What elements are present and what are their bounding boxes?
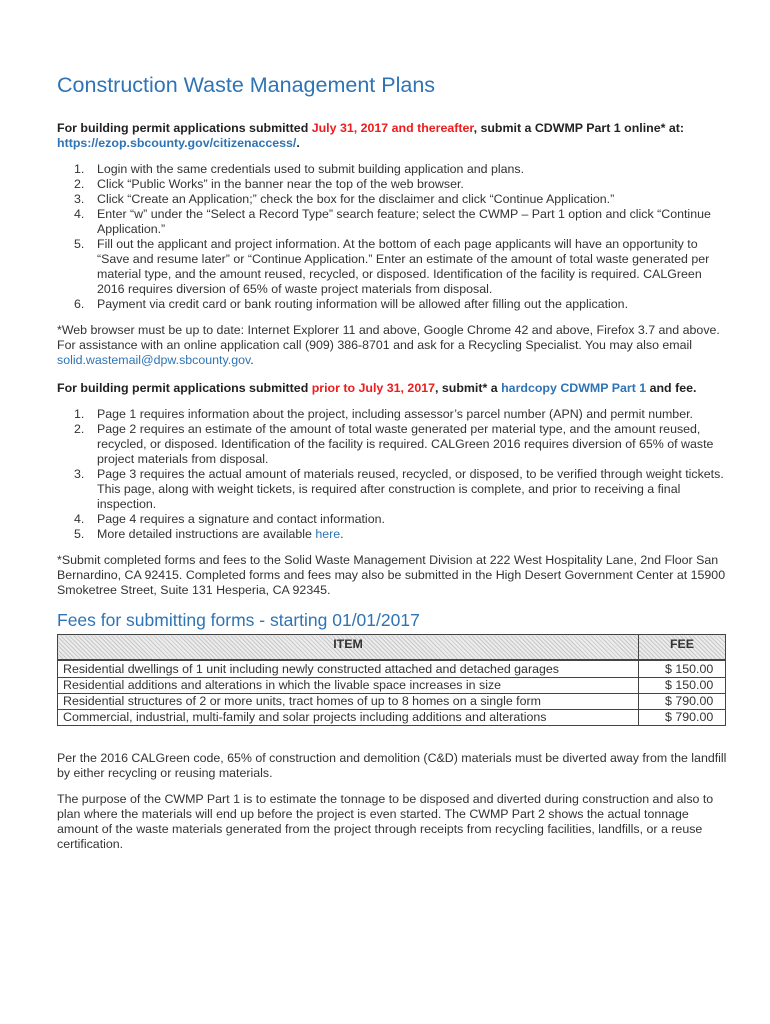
document-body [57, 121, 727, 852]
calgreen-paragraph: Per the 2016 CALGreen code, 65% of construction and demolition (C&D) materials must be diverted away from the landfill by either recycling or reusing materials. [57, 751, 727, 780]
fee-amount: $ 790.00 [639, 694, 726, 710]
page-title: Construction Waste Management Plans [57, 73, 436, 97]
browser-note: *Web browser must be up to date: Internet Explorer 11 and above, Google Chrome 42 and above, Firefox 3.7 and above. For assistance with an online application call (909) 386-8701 and ask for a Recycling Specialist. You may also email solid.wastemail@dpw.sbcounty.gov. [57, 323, 720, 367]
table-row [58, 660, 726, 678]
table-row [58, 678, 726, 694]
fees-heading: Fees for submitting forms - starting 01/01/2017 [57, 610, 420, 630]
cwmp-purpose-paragraph: The purpose of the CWMP Part 1 is to estimate the tonnage to be disposed and diverted during construction and also to plan where the materials will end up before the project is even started. The CWMP Part 2 shows the actual tonnage amount of the waste materials generated from the project through receipts from recycling facilities, landfills, or a reuse certification. [57, 792, 714, 851]
list-item: 1. Login with the same credentials used to submit building application and plans. [74, 162, 525, 176]
list-item: 6. Payment via credit card or bank routing information will be allowed after filling out the application. [74, 297, 629, 311]
list-item: 1. Page 1 requires information about the project, including assessor’s parcel number (APN) and permit number. [74, 407, 693, 421]
table-row [58, 710, 726, 726]
submission-address-note: *Submit completed forms and fees to the Solid Waste Management Division at 222 West Hospitality Lane, 2nd Floor San Bernardino, CA 92415. Completed forms and fees may also be submitted in the High Desert Government Center at 15900 Smoketree Street, Suite 131 Hesperia, CA 92345. [57, 553, 726, 597]
list-item: 5. Fill out the applicant and project information. At the bottom of each page applicants will have an opportunity to “Save and resume later” or “Continue Application.” Enter an estimate of the amount of total waste generated per material type, and the amount reused, recycled, or disposed. Identification of the facility is required. CALGreen 2016 requires diversion of 65% of waste project materials from disposal. [74, 237, 710, 296]
table-header-row [58, 635, 726, 661]
list-item: 3. Click “Create an Application;” check the box for the disclaimer and click “Continue Application.” [74, 192, 615, 206]
fee-item: Residential dwellings of 1 unit including newly constructed attached and detached garages [58, 660, 639, 678]
fee-amount: $ 790.00 [639, 710, 726, 726]
list-item: 2. Page 2 requires an estimate of the amount of total waste generated per material type, and the amount reused, recycled, or disposed. Identification of the facility is required. CALGreen 2016 requires diversion of 65% of waste project materials from disposal. [74, 422, 714, 466]
citizen-access-link[interactable]: https://ezop.sbcounty.gov/citizenaccess/ [57, 136, 297, 150]
table-row [58, 694, 726, 710]
hardcopy-submission-intro: For building permit applications submitted prior to July 31, 2017, submit* a hardcopy CDWMP Part 1 and fee. [57, 381, 697, 395]
hardcopy-form-link[interactable]: hardcopy CDWMP Part 1 [501, 381, 647, 395]
deadline-after: July 31, 2017 and thereafter [311, 121, 474, 135]
instructions-here-link[interactable]: here [315, 527, 341, 541]
list-item: 4. Enter “w” under the “Select a Record Type” search feature; select the CWMP – Part 1 option and click “Continue Application.” [74, 207, 711, 236]
deadline-prior: prior to July 31, 2017 [311, 381, 435, 395]
fee-item: Residential structures of 2 or more units, tract homes of up to 8 homes on a single form [58, 694, 639, 710]
online-steps-list [57, 162, 727, 312]
list-item: 3. Page 3 requires the actual amount of materials reused, recycled, or disposed, to be verified through weight tickets. This page, along with weight tickets, is required after construction is complete, and prior to receiving a final inspection. [74, 467, 724, 511]
fee-item: Commercial, industrial, multi-family and solar projects including additions and alterations [58, 710, 639, 726]
list-item: 2. Click “Public Works” in the banner near the top of the web browser. [74, 177, 464, 191]
fee-item: Residential additions and alterations in which the livable space increases in size [58, 678, 639, 694]
list-item: 5. More detailed instructions are available here. [74, 527, 344, 541]
list-item: 4. Page 4 requires a signature and contact information. [74, 512, 385, 526]
email-link[interactable]: solid.wastemail@dpw.sbcounty.gov [57, 353, 251, 367]
fees-table [57, 634, 726, 726]
fee-column-header: FEE [639, 635, 726, 661]
fee-amount: $ 150.00 [639, 678, 726, 694]
item-column-header: ITEM [58, 635, 639, 661]
fee-amount: $ 150.00 [639, 660, 726, 678]
hardcopy-steps-list [57, 407, 727, 542]
online-submission-intro: For building permit applications submitted July 31, 2017 and thereafter, submit a CDWMP Part 1 online* at: https://ezop.sbcounty.gov/citizenaccess/. [57, 121, 685, 150]
